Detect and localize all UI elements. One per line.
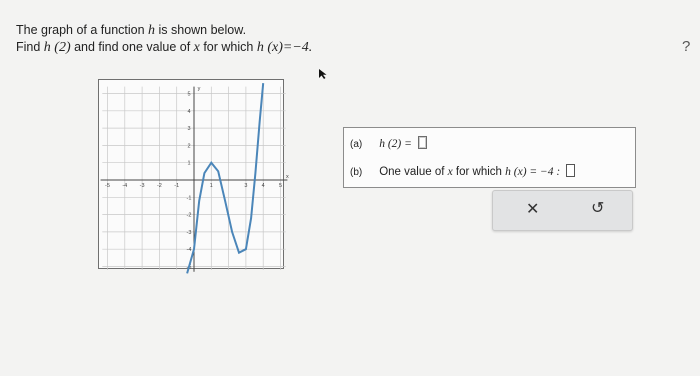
y-tick-label: 1 [187, 160, 191, 167]
x-tick-label: -3 [139, 183, 145, 189]
x-axis-label: x [286, 174, 289, 180]
variable-x: x [447, 166, 453, 178]
prompt-text: The graph of a function [16, 23, 149, 37]
clear-button[interactable]: ✕ [526, 201, 540, 218]
part-a-expression: h (2) = [379, 138, 412, 150]
prompt-line-2 [16, 39, 312, 56]
part-b-text: One value of [379, 166, 448, 178]
y-tick-label: -4 [186, 247, 192, 254]
x-tick-label: 1 [209, 183, 213, 189]
prompt-text: is shown below. [155, 23, 247, 37]
part-b-label: (b) [350, 167, 363, 178]
y-tick-label: -5 [186, 264, 192, 271]
variable-x: x [193, 40, 200, 55]
x-tick-label: 3 [244, 183, 248, 189]
part-b-answer-input[interactable] [566, 164, 575, 177]
x-tick-label: -2 [156, 183, 162, 189]
h-of-2-expression: h (2) [43, 40, 71, 55]
part-a-row [350, 136, 427, 150]
part-b-expression: h (x) = −4 : [505, 166, 561, 178]
y-tick-label: 4 [187, 108, 191, 115]
prompt-line-1 [16, 22, 312, 39]
graph-tick-labels [105, 86, 289, 270]
y-tick-label: 2 [187, 143, 191, 150]
mouse-pointer-icon [318, 68, 328, 80]
prompt-text: Find [16, 40, 44, 54]
help-button[interactable]: ? [682, 38, 691, 55]
prompt-text: for which [199, 40, 257, 54]
x-tick-label: -4 [122, 183, 128, 189]
part-b-text: for which [452, 166, 506, 178]
prompt-text: and find one value of [70, 40, 194, 54]
x-tick-label: 4 [261, 183, 265, 189]
y-tick-label: 5 [187, 91, 191, 98]
x-tick-label: 5 [278, 183, 283, 189]
answer-panel [343, 127, 636, 188]
y-tick-label: 3 [187, 126, 191, 133]
x-tick-label: -5 [105, 183, 110, 189]
y-tick-label: -1 [186, 195, 192, 202]
part-b-row [350, 164, 575, 178]
reset-button[interactable]: ↺ [591, 200, 605, 217]
y-tick-label: -3 [186, 229, 192, 236]
h-of-x-equation: h (x)=−4. [256, 40, 313, 55]
part-a-answer-input[interactable] [418, 136, 427, 149]
function-curve [187, 83, 263, 273]
action-button-bar [492, 190, 633, 231]
part-a-label: (a) [350, 139, 363, 150]
x-tick-label: -1 [174, 183, 180, 189]
function-graph [98, 79, 289, 271]
question-prompt [16, 22, 312, 56]
y-axis-label: y [197, 86, 201, 93]
function-name: h [148, 23, 156, 38]
y-tick-label: -2 [186, 212, 192, 219]
